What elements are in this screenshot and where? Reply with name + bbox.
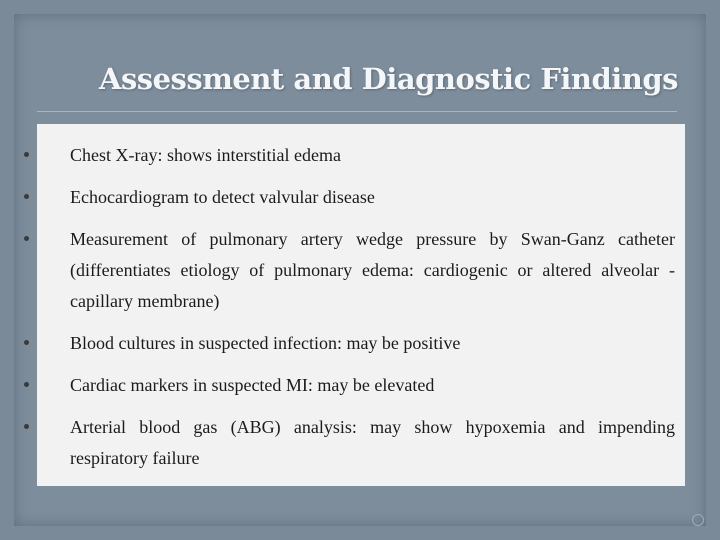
title-divider bbox=[37, 111, 677, 112]
bullet-item-wedge-pressure bbox=[37, 224, 685, 317]
bullet-text: Measurement of pulmonary artery wedge pressure by Swan-Ganz catheter (differentiates etiology of pulmonary edema: cardiogenic or altered alveolar -capillary membrane) bbox=[70, 229, 675, 311]
bullet-dot-icon bbox=[24, 382, 29, 387]
corner-circle-icon bbox=[692, 514, 704, 526]
bullet-text: Chest X-ray: shows interstitial edema bbox=[70, 145, 341, 165]
bullet-text: Arterial blood gas (ABG) analysis: may show hypoxemia and impending respiratory failure bbox=[70, 417, 675, 468]
bullet-text: Blood cultures in suspected infection: may be positive bbox=[70, 333, 461, 353]
bullet-dot-icon bbox=[24, 340, 29, 345]
bullet-item-blood-cultures bbox=[37, 328, 685, 359]
bullet-dot-icon bbox=[24, 424, 29, 429]
bullet-item-echocardiogram bbox=[37, 182, 685, 213]
bullet-item-cardiac-markers bbox=[37, 370, 685, 401]
bullet-dot-icon bbox=[24, 152, 29, 157]
slide-title: Assessment and Diagnostic Findings bbox=[98, 62, 678, 96]
bullet-text: Cardiac markers in suspected MI: may be elevated bbox=[70, 375, 435, 395]
bullet-dot-icon bbox=[24, 194, 29, 199]
bullet-item-abg-analysis bbox=[37, 412, 685, 474]
content-box bbox=[37, 124, 685, 486]
bullet-list bbox=[37, 140, 685, 474]
bullet-dot-icon bbox=[24, 236, 29, 241]
bullet-text: Echocardiogram to detect valvular disease bbox=[70, 187, 375, 207]
bullet-item-chest-xray bbox=[37, 140, 685, 171]
